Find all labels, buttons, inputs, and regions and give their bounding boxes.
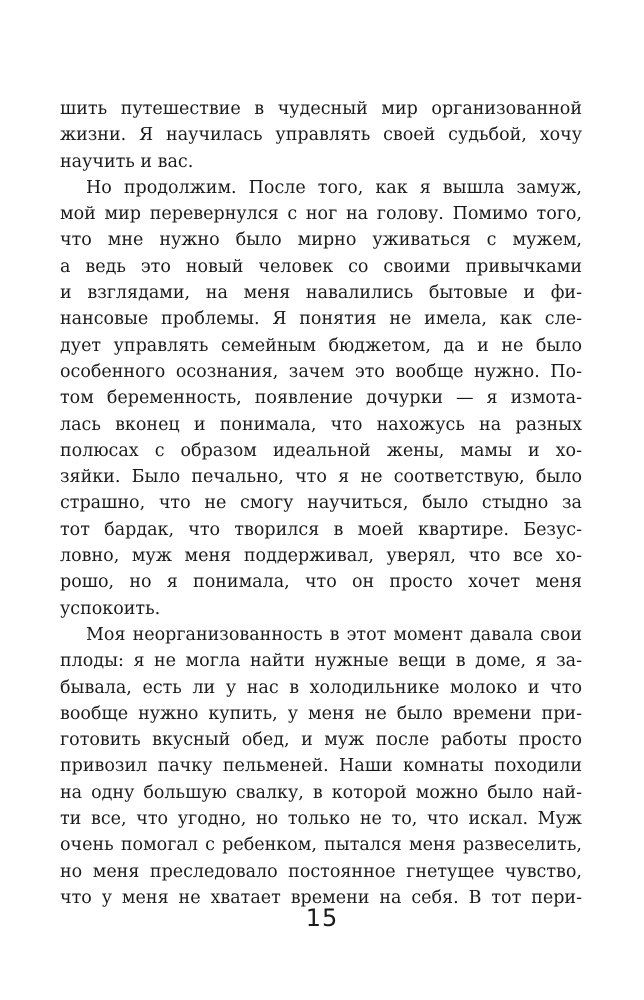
paragraph — [60, 175, 582, 622]
text-line: вообще нужно купить, у меня не было времени при- — [60, 703, 582, 724]
text-line: страшно, что не смогу научиться, было стыдно за — [60, 493, 582, 514]
text-line: лась вконец и понимала, что нахожусь на разных — [60, 414, 582, 435]
text-line: особенного осознания, зачем это вообще нужно. По- — [60, 361, 582, 382]
text-line: очень помогал с ребенком, пытался меня развеселить, — [60, 835, 582, 856]
text-line: ти все, что угодно, но только не то, что искал. Муж — [60, 809, 582, 830]
text-line: научить и вас. — [60, 151, 194, 172]
text-line: готовить вкусный обед, и муж после работы просто — [60, 730, 582, 751]
text-line: бывала, есть ли у нас в холодильнике молоко и что — [60, 677, 582, 698]
text-line: том беременность, появление дочурки — я измота- — [60, 388, 582, 409]
text-line: зяйки. Было печально, что я не соответствую, было — [60, 467, 582, 488]
text-line: тот бардак, что творился в моей квартире. Безус- — [60, 519, 582, 540]
text-line: нансовые проблемы. Я понятия не имела, как сле- — [60, 309, 582, 330]
text-line: рошо, но я понимала, что он просто хочет меня — [60, 572, 582, 593]
body-text — [60, 96, 582, 911]
paragraph — [60, 622, 582, 911]
paragraph — [60, 96, 582, 175]
text-line: жизни. Я научилась управлять своей судьбой, хочу — [60, 125, 582, 146]
text-line: но меня преследовало постоянное гнетущее чувство, — [60, 861, 582, 882]
text-line: привозил пачку пельменей. Наши комнаты походили — [60, 756, 582, 777]
text-line: мой мир перевернулся с ног на голову. Помимо того, — [60, 204, 582, 225]
page-number: 15 — [305, 904, 339, 932]
text-line: полюсах с образом идеальной жены, мамы и хо- — [60, 440, 582, 461]
text-line: и взглядами, на меня навалились бытовые и фи- — [60, 283, 582, 304]
text-line: Но продолжим. После того, как я вышла замуж, — [86, 177, 582, 198]
text-line: что мне нужно было мирно уживаться с мужем, — [60, 230, 582, 251]
text-line: а ведь это новый человек со своими привычками — [60, 256, 582, 277]
text-line: ловно, муж меня поддерживал, уверял, что все хо- — [60, 546, 582, 567]
text-line: Моя неорганизованность в этот момент давала свои — [86, 624, 582, 645]
text-line: плоды: я не могла найти нужные вещи в доме, я за- — [60, 651, 582, 672]
text-line: на одну большую свалку, в которой можно было най- — [60, 782, 582, 803]
text-line: шить путешествие в чудесный мир организованной — [60, 99, 582, 119]
text-line: успокоить. — [60, 598, 161, 619]
text-line: что у меня не хватает времени на себя. В тот пери- — [60, 887, 582, 908]
text-line: дует управлять семейным бюджетом, да и не было — [60, 335, 582, 356]
